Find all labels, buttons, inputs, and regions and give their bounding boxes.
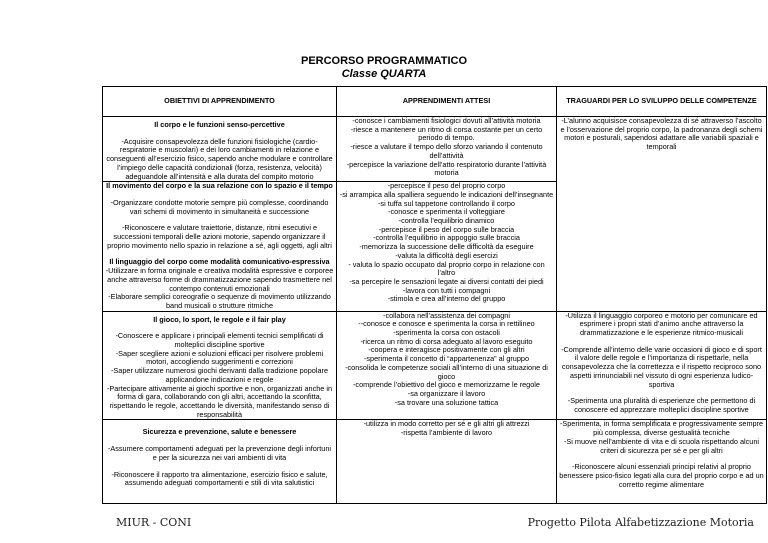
section-title: Il linguaggio del corpo come modalità comunicativo-espressiva — [109, 257, 330, 267]
goals-cell — [557, 420, 767, 504]
expected-item: -si arrampica alla spalliera seguendo le indicazioni dell’insegnante — [339, 189, 554, 199]
expected-item: -valuta la difficoltà degli esercizi — [395, 250, 498, 260]
expected-cell — [337, 420, 557, 504]
expected-item: -sa trovare una soluzione tattica — [394, 397, 499, 407]
expected-item: -percepisce il peso del proprio corpo — [387, 181, 506, 191]
expected-cell — [337, 182, 557, 311]
objective-item: -Partecipare attivamente ai giochi sportive e non, organizzati anche in forma di gara, collaborando con gli altri, accettando la sconfitta, rispettando le regole, accettando le diversità, manifestando senso di responsabilità — [106, 383, 333, 419]
table-row — [103, 420, 767, 504]
objective-item: -Saper utilizzare numerosi giochi derivanti dalla tradizione popolare applicandone indicazioni e regole — [111, 366, 328, 384]
objectives-cell — [103, 182, 337, 311]
objective-item: -Conoscere e applicare i principali elementi tecnici semplificati di molteplici discipline sportive — [115, 331, 324, 350]
expected-item: -conosce e sperimenta il volteggiare — [388, 207, 505, 217]
table-row — [103, 311, 767, 420]
expected-item: -lavora con tutti i compagni — [402, 285, 491, 295]
expected-item: --conosce e conosce e sperimenta la corsa in rettilineo — [358, 319, 535, 329]
header-expected: APPRENDIMENTI ATTESI — [337, 87, 557, 117]
expected-item: -sperimenta il concetto di “appartenenza” al gruppo — [363, 354, 530, 364]
goals-cell — [557, 311, 767, 420]
objectives-cell — [103, 311, 337, 420]
expected-item: -sa organizzare il lavoro — [407, 388, 486, 398]
goal-item: -Utilizza il linguaggio corporeo e motorio per comunicare ed esprimere i propri stati d’animo anche attraverso la drammatizzazione e le esperienze ritmico-musicali — [565, 311, 758, 338]
document-subtitle: Classe QUARTA — [341, 68, 427, 80]
expected-item: -percepisce il peso del corpo sulle braccia — [378, 224, 515, 234]
objective-item: -Utilizzare in forma originale e creativa modalità espressive e corporee anche attraverso forme di drammatizzazione sapendo trasmettere nel contempo contenuti emozionali — [105, 266, 334, 293]
section-title: Sicurezza e prevenzione, salute e benessere — [142, 427, 297, 437]
goal-item: -Comprende all’interno delle varie occasioni di gioco e di sport il valore delle regole e l’importanza di rispettarle, nella consapevolezza che la correttezza e il rispetto reciproco sono aspetti irrinunciabili nel vissuto di ogni esperienza ludico-sportiva — [561, 344, 762, 389]
expected-item: -collabora nell’assistenza dei compagni — [383, 311, 510, 320]
expected-item: -utilizza in modo corretto per sé e gli altri gli attrezzi — [363, 419, 530, 429]
objectives-cell — [103, 420, 337, 504]
footer-left: MIUR - CONI — [116, 516, 192, 529]
expected-cell — [337, 311, 557, 420]
document-title: PERCORSO PROGRAMMATICO — [300, 55, 468, 67]
objective-item: -Assumere comportamenti adeguati per la prevenzione degli infortuni e per la sicurezza nei vari ambienti di vita — [107, 444, 332, 462]
expected-item: -percepisce la variazione dell’atto respiratorio durante l’attività motoria — [346, 159, 547, 178]
table-row — [103, 117, 767, 182]
expected-item: -ricerca un ritmo di corsa adeguato al lavoro eseguito — [360, 336, 533, 346]
expected-item: -sperimenta la corsa con ostacoli — [393, 328, 500, 338]
goal-item: -Sperimenta una pluralità di esperienze che permettono di conoscere ed apprezzare molteplici discipline sportive — [567, 396, 756, 414]
expected-item: -riesce a mantenere un ritmo di corsa costante per un certo periodo di tempo. — [350, 124, 543, 143]
program-table — [102, 86, 767, 504]
objective-item: -Organizzare condotte motorie sempre più complesse, coordinando vari schemi di movimento in simultaneità e successione — [110, 197, 329, 216]
goal-item: -Riconoscere alcuni essenziali principi relativi al proprio benessere psico-fisico legati alla cura del proprio corpo e ad un corretto regime alimentare — [559, 462, 764, 489]
expected-item: -riesce a valutare il tempo dello sforzo variando il contenuto dell’attività — [350, 142, 543, 160]
header-objectives: OBIETTIVI DI APPRENDIMENTO — [103, 87, 337, 117]
expected-item: - valuta lo spazio occupato dal proprio corpo in relazione con l’altro — [348, 259, 545, 278]
objective-item: -Saper scegliere azioni e soluzioni efficaci per risolvere problemi motori, accogliendo suggerimenti e correzioni — [115, 348, 324, 367]
expected-item: -stimola e crea all’interno del gruppo — [387, 294, 506, 304]
footer-right: Progetto Pilota Alfabetizzazione Motoria — [527, 516, 754, 529]
expected-item: -comprende l’obiettivo del gioco e memorizzarne le regole — [353, 380, 540, 390]
expected-item: -coopera e interagisce positivamente con gli altri — [368, 345, 525, 355]
expected-item: -rispetta l’ambiente di lavoro — [400, 428, 493, 438]
expected-cell — [337, 117, 557, 182]
expected-item: -conosce i cambiamenti fisiologici dovuti all’attività motoria — [352, 116, 541, 125]
header-goals: TRAGUARDI PER LO SVILUPPO DELLE COMPETENZE — [557, 87, 767, 117]
goal-item: -Si muove nell’ambiente di vita e di scuola rispettando alcuni criteri di sicurezza per sé e per gli altri — [563, 436, 760, 455]
expected-item: -sa percepire le sensazioni legate ai diversi contatti dei piedi — [349, 276, 544, 286]
expected-item: -controlla l’equilibrio dinamico — [398, 216, 495, 226]
goal-item: -L’alunno acquisisce consapevolezza di sé attraverso l’ascolto e l’osservazione del proprio corpo, la padronanza degli schemi motori e posturali, sapendosi adattare alle variabili spaziali e temporali — [560, 116, 763, 152]
objective-item: -Riconoscere il rapporto tra alimentazione, esercizio fisico e salute, assumendo adeguati comportamenti e stili di vita salutistici — [111, 469, 328, 488]
section-title: Il corpo e le funzioni senso-percettive — [154, 120, 285, 129]
expected-item: -controlla l’equilibrio in appoggio sulle braccia — [373, 233, 520, 243]
table-header-row — [103, 87, 767, 117]
expected-item: -consolida le competenze sociali all’interno di una situazione di gioco — [345, 362, 548, 381]
section-title: Il gioco, lo sport, le regole e il fair play — [153, 314, 286, 324]
objective-item: -Acquisire consapevolezza delle funzioni fisiologiche (cardio-respiratorie e muscolari) e dei loro cambiamenti in relazione e conseguenti all’esercizio fisico, sapendo anche modulare e controllare l’impiego delle capacità condizionali (forza, resistenza, velocità) adeguandole all’intensità e alla durata del compito motorio — [106, 136, 333, 181]
section-title: Il movimento del corpo e la sua relazione con lo spazio e il tempo — [106, 181, 333, 191]
goal-item: -Sperimenta, in forma semplificata e progressivamente sempre più complessa, diverse gestualità tecniche — [559, 419, 764, 438]
objectives-cell — [103, 117, 337, 182]
objective-item: -Riconoscere e valutare traiettorie, distanze, ritmi esecutivi e successioni temporali delle azioni motorie, sapendo organizzare il proprio movimento nello spazio in relazione a sé, agli oggetti, agli altri — [107, 223, 332, 250]
expected-item: -si tuffa sul tappetone controllando il corpo — [378, 198, 515, 208]
goals-cell — [557, 117, 767, 312]
expected-item: -memorizza la successione delle difficoltà da eseguire — [359, 242, 534, 252]
title-block — [0, 55, 768, 81]
objective-item: -Elaborare semplici coreografie o sequenze di movimento utilizzando band musicali o strutture ritmiche — [108, 292, 331, 310]
